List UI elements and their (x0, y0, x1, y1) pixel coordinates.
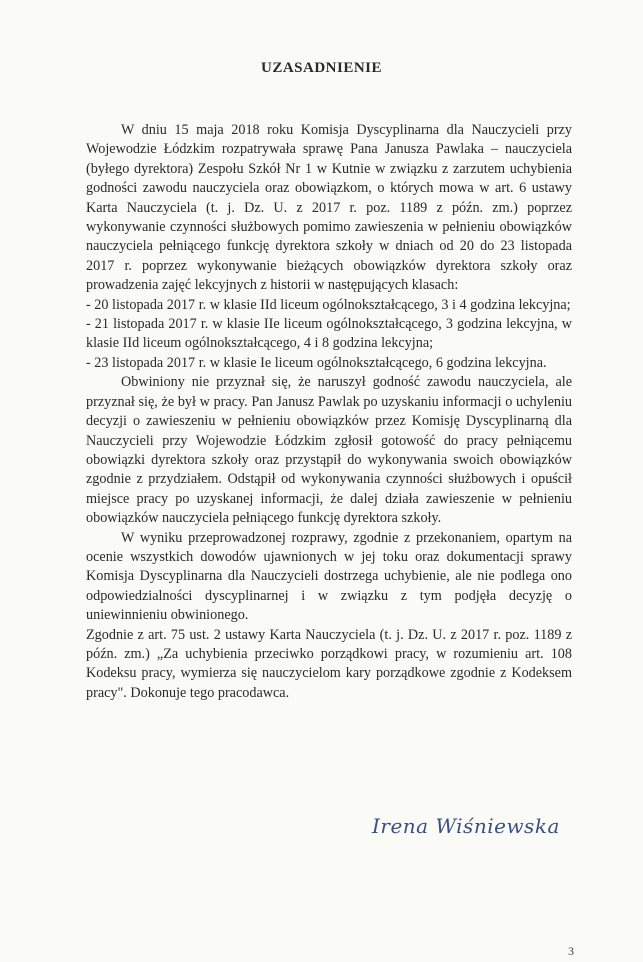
page-number: 3 (568, 944, 574, 958)
handwritten-signature: Irena Wiśniewska (372, 814, 560, 838)
document-title: UZASADNIENIE (260, 60, 383, 76)
paragraph-intro: W dniu 15 maja 2018 roku Komisja Dyscyplinarna dla Nauczycieli przy Wojewodzie Łódzkim rozpatrywała sprawę Pana Janusza Pawlaka – nauczyciela (byłego dyrektora) Zespołu Szkół Nr 1 w Kutnie w związku z zarzutem uchybienia godności zawodu nauczyciela oraz obowiązkom, o których mowa w art. 6 ustawy Karta Nauczyciela (t. j. Dz. U. z 2017 r. poz. 1189 z późn. zm.) poprzez wykonywanie czynności służbowych pomimo zawieszenia w pełnieniu obowiązków nauczyciela pełniącego funkcję dyrektora szkoły w dniach od 20 do 23 listopada 2017 r. poprzez wykonywanie bieżących obowiązków dyrektora szkoły oraz prowadzenia zajęć lekcyjnych z historii w następujących klasach: (86, 122, 572, 294)
paragraph-legal-basis: Zgodnie z art. 75 ust. 2 ustawy Karta Nauczyciela (t. j. Dz. U. z 2017 r. poz. 1189 z późn. zm.) „Za uchybienia przeciwko porządkowi pracy, w rozumieniu art. 108 Kodeksu pracy, wymierza się nauczycielom kary porządkowe zgodnie z Kodeksem pracy". Dokonuje tego pracodawca. (86, 626, 572, 701)
list-item-23-nov: - 23 listopada 2017 r. w klasie Ie liceum ogólnokształcącego, 6 godzina lekcyjna. (86, 354, 547, 371)
document-body (86, 121, 572, 703)
paragraph-decision: W wyniku przeprowadzonej rozprawy, zgodnie z przekonaniem, opartym na ocenie wszystkich dowodów ujawnionych w jej toku oraz dokumentacji sprawy Komisja Dyscyplinarna dla Nauczycieli dostrzega uchybienie, ale nie podlega ono odpowiedzialności dyscyplinarnej i w związku z tym podjęła decyzję o uniewinnieniu obwinionego. (86, 529, 572, 624)
paragraph-defendant-statement: Obwiniony nie przyznał się, że naruszył godność zawodu nauczyciela, ale przyznał się, że był w pracy. Pan Janusz Pawlak po uzyskaniu informacji o uchyleniu decyzji o zawieszeniu w pełnieniu obowiązków przez Komisję Dyscyplinarną dla Nauczycieli przy Wojewodzie Łódzkim zgłosił gotowość do pracy pełniącemu obowiązki dyrektora szkoły oraz przystąpił do wykonywania swoich obowiązków zgodnie z przydziałem. Odstąpił od wykonywania czynności służbowych i opuścił miejsce pracy po uzyskanej informacji, że dalej działa zawieszenie w pełnieniu obowiązków nauczyciela pełniącego funkcję dyrektora szkoły. (86, 374, 572, 527)
list-item-21-nov: - 21 listopada 2017 r. w klasie IIe liceum ogólnokształcącego, 3 godzina lekcyjna, w klasie IId liceum ogólnokształcącego, 4 i 8 godzina lekcyjna; (86, 316, 572, 352)
list-item-20-nov: - 20 listopada 2017 r. w klasie IId liceum ogólnokształcącego, 3 i 4 godzina lekcyjna; (86, 296, 571, 313)
